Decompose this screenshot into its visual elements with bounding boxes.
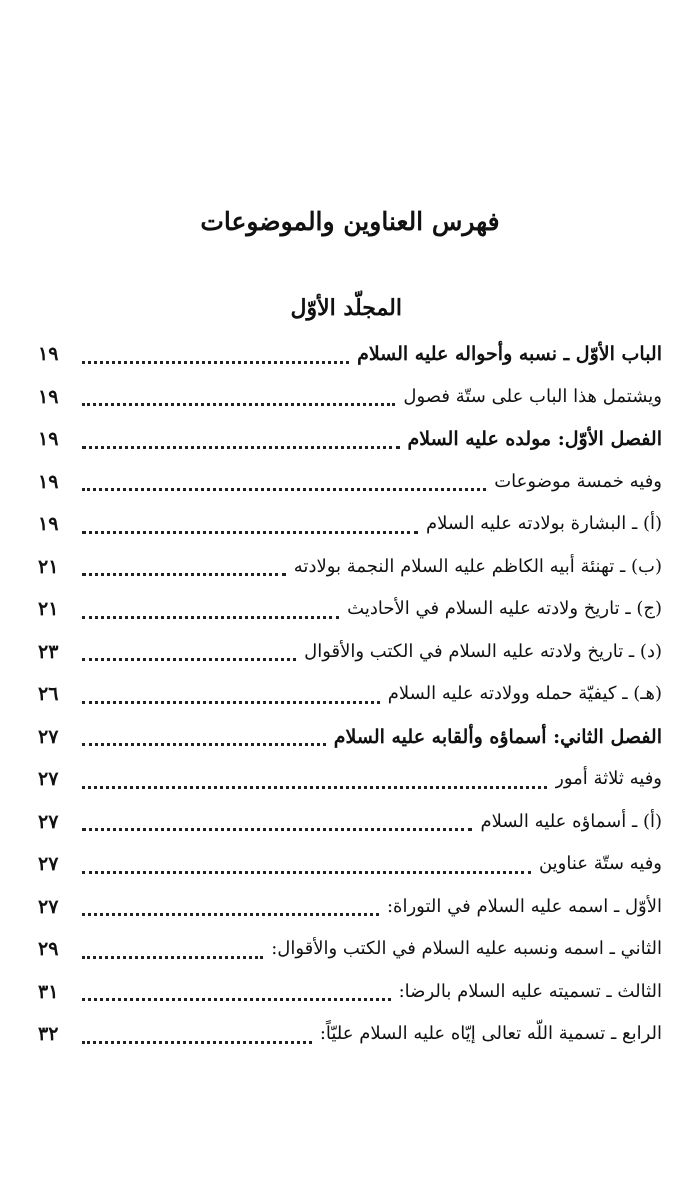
toc-leader-dots xyxy=(82,488,486,491)
toc-entry xyxy=(38,928,662,971)
toc-entry-page: ١٩ xyxy=(38,343,59,366)
toc-entry xyxy=(38,801,662,844)
toc-entry-page: ٢٩ xyxy=(38,938,59,961)
toc-entry xyxy=(38,461,662,504)
toc-leader-dots xyxy=(82,743,326,746)
toc-leader-dots xyxy=(82,573,286,576)
toc-entry-page: ٣١ xyxy=(38,980,59,1003)
toc-entry-page: ٢٧ xyxy=(38,853,59,876)
toc-entry xyxy=(38,886,662,929)
toc-entry-title: ويشتمل هذا الباب على ستّة فصول xyxy=(403,385,662,407)
toc-leader-dots xyxy=(82,616,339,619)
toc-entry-title: (د) ـ تاريخ ولادته عليه السلام في الكتب والأقوال xyxy=(304,640,662,662)
toc-entry-title: (ب) ـ تهنئة أبيه الكاظم عليه السلام النجمة بولادته xyxy=(293,555,662,577)
toc-entry-title: الثاني ـ اسمه ونسبه عليه السلام في الكتب والأقوال: xyxy=(271,938,662,960)
toc-entry-page: ٢٧ xyxy=(38,768,59,791)
toc-entry-page: ٣٢ xyxy=(38,1023,59,1046)
toc-entry-title: (هـ) ـ كيفيّة حمله وولادته عليه السلام xyxy=(387,683,662,705)
toc-entry-page: ١٩ xyxy=(38,428,59,451)
toc-entry-title: (أ) ـ أسماؤه عليه السلام xyxy=(480,810,662,832)
toc-entry-title: الفصل الأوّل: مولده عليه السلام xyxy=(407,428,662,451)
toc-entry-page: ٢١ xyxy=(38,598,59,621)
toc-entry-title: الباب الأوّل ـ نسبه وأحواله عليه السلام xyxy=(357,343,662,366)
toc-entry-page: ٢١ xyxy=(38,555,59,578)
toc-entry xyxy=(38,716,662,759)
toc-entry-title: الأوّل ـ اسمه عليه السلام في التوراة: xyxy=(386,895,662,917)
toc-entry-page: ٢٦ xyxy=(38,683,59,706)
toc-entry xyxy=(38,376,662,419)
toc-entry-title: الثالث ـ تسميته عليه السلام بالرضا: xyxy=(398,980,662,1002)
toc-entry xyxy=(38,971,662,1014)
toc-entry-title: وفيه ستّة عناوين xyxy=(538,853,662,875)
toc-leader-dots xyxy=(82,403,395,406)
toc-entry xyxy=(38,333,662,376)
toc-leader-dots xyxy=(82,658,296,661)
toc-leader-dots xyxy=(82,446,400,449)
toc-entry-title: وفيه خمسة موضوعات xyxy=(494,470,662,492)
toc-entry xyxy=(38,673,662,716)
toc-entry-page: ٢٧ xyxy=(38,725,59,748)
toc-entry-page: ٢٧ xyxy=(38,810,59,833)
toc-entry-title: الرابع ـ تسمية اللّه تعالى إيّاه عليه السلام عليّاً: xyxy=(319,1023,662,1045)
toc-entry-page: ٢٧ xyxy=(38,895,59,918)
toc-leader-dots xyxy=(82,998,391,1001)
toc-leader-dots xyxy=(82,956,263,959)
toc-leader-dots xyxy=(82,913,379,916)
toc-entry-title: وفيه ثلاثة أمور xyxy=(555,768,662,790)
toc-entry-title: (ج) ـ تاريخ ولادته عليه السلام في الأحاديث xyxy=(347,598,662,620)
toc-entry-title: الفصل الثاني: أسماؤه وألقابه عليه السلام xyxy=(333,725,662,748)
toc-entry-page: ١٩ xyxy=(38,470,59,493)
toc-leader-dots xyxy=(82,701,380,704)
page-title: فهرس العناوين والموضوعات xyxy=(200,207,500,236)
toc-entry xyxy=(38,418,662,461)
toc-entry xyxy=(38,1013,662,1056)
toc-leader-dots xyxy=(82,531,418,534)
toc-leader-dots xyxy=(82,361,349,364)
toc-leader-dots xyxy=(82,828,472,831)
toc-entry xyxy=(38,546,662,589)
toc-entry-page: ٢٣ xyxy=(38,640,59,663)
volume-title: المجلّد الأوّل xyxy=(290,295,402,321)
toc-entry xyxy=(38,588,662,631)
toc-entry xyxy=(38,843,662,886)
toc-leader-dots xyxy=(82,871,531,874)
toc-entry-title: (أ) ـ البشارة بولادته عليه السلام xyxy=(426,513,662,535)
toc-entry-page: ١٩ xyxy=(38,385,59,408)
toc-entry xyxy=(38,758,662,801)
table-of-contents xyxy=(38,333,662,1056)
toc-entry xyxy=(38,503,662,546)
toc-entry-page: ١٩ xyxy=(38,513,59,536)
toc-leader-dots xyxy=(82,786,547,789)
toc-entry xyxy=(38,631,662,674)
toc-leader-dots xyxy=(82,1041,312,1044)
